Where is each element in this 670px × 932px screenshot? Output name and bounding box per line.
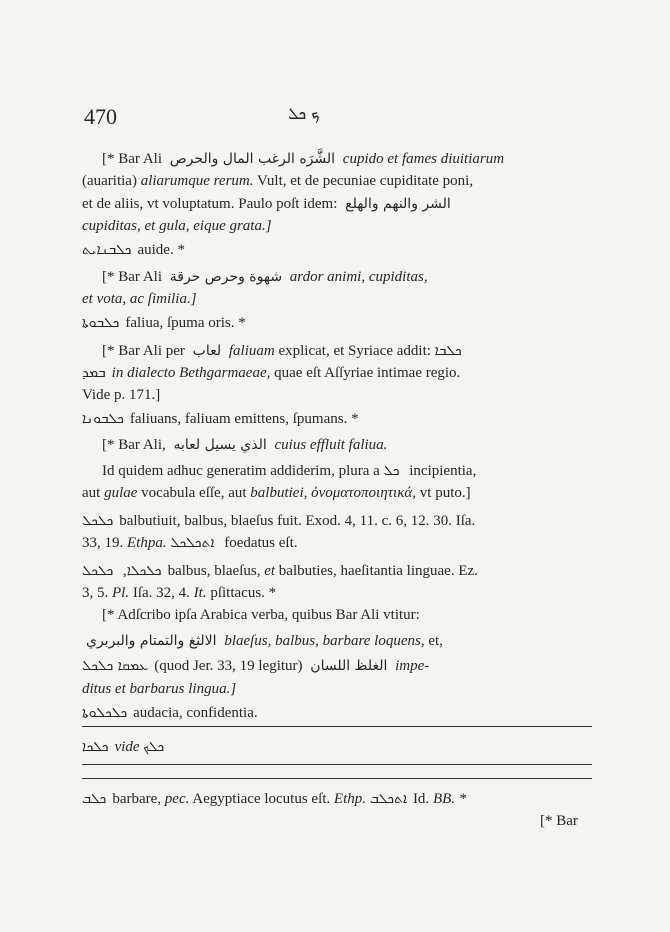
entry-headword: ܟܠܟܐ vide ܟܠܟ xyxy=(82,739,165,755)
line: الالثغ والتمتام والبربري blaeſus, balbus, barbare loquens, et, xyxy=(86,633,443,649)
line: (auaritia) aliarumque rerum. Vult, et de pecuniae cupiditate poni, xyxy=(82,173,474,189)
line: ditus et barbarus lingua.] xyxy=(82,681,237,697)
line: 3, 5. Pl. Iſa. 32, 4. It. pſittacus. * xyxy=(82,585,277,601)
entry-headword: ܟܠܟܠܘܬܐ audacia, confidentia. xyxy=(82,705,258,721)
page-number: 470 xyxy=(84,104,117,129)
entry-headword: ܟܠܒܢܐܝܬ auide. * xyxy=(82,242,185,258)
divider xyxy=(82,764,592,765)
line: [* Bar Ali, الذي يسيل لعابه cuius effluit faliua. xyxy=(102,437,388,453)
entry-headword: ܟܠܒܘܬܐ faliua, ſpuma oris. * xyxy=(82,315,246,331)
line: [* Bar Ali per لعاب faliuam explicat, et Syriace addit: ܟܠܒܐ xyxy=(102,343,462,359)
line: Vide p. 171.] xyxy=(82,387,161,403)
entry-headword: ܟܠܟܠܐ, ܟܠܟܠ balbus, blaeſus, et balbuties, haeſitantia linguae. Ez. xyxy=(82,563,478,579)
entry-headword: ܟܠܒ barbare, pec. Aegyptiace locutus eſt. Ethp. ܐܬܟܠܒ Id. BB. * xyxy=(82,791,467,807)
running-head: ܟ ܟܠ xyxy=(288,104,320,123)
line: 33, 19. Ethpa. ܐܬܟܠܟܠ foedatus eſt. xyxy=(82,535,298,551)
line: Id quidem adhuc generatim addiderim, plura a ܟܠ incipientia, xyxy=(102,463,477,479)
line: ܥܡܩܐ ܟܠܟܠ (quod Jer. 33, 19 legitur) الغلظ اللسان impe- xyxy=(82,658,430,674)
line: et vota, ac ſimilia.] xyxy=(82,291,197,307)
catchword: [* Bar xyxy=(540,813,578,829)
line: [* Bar Ali شهوة وحرص حرقة ardor animi, cupiditas, xyxy=(102,269,428,285)
divider xyxy=(82,726,592,727)
line: cupiditas, et gula, eique grata.] xyxy=(82,218,272,234)
line: [* Bar Ali الشَّرَه الرغب المال والحرص cupido et fames diuitiarum xyxy=(102,151,505,167)
line: aut gulae vocabula eſſe, aut balbutiei, ὀνοματοποιητικά, vt puto.] xyxy=(82,485,471,501)
entry-headword: ܟܠܒܘܢܐ faliuans, faliuam emittens, ſpumans. * xyxy=(82,411,359,427)
line: et de aliis, vt voluptatum. Paulo poſt idem: الشر والنهم والهلع xyxy=(82,196,451,212)
line: [* Adſcribo ipſa Arabica verba, quibus Bar Ali vtitur: xyxy=(102,607,420,623)
line: ܒܡܕ in dialecto Bethgarmaeae, quae eſt Aſſyriae intimae regio. xyxy=(82,365,461,381)
divider xyxy=(82,778,592,779)
entry-headword: ܟܠܟܠ balbutiuit, balbus, blaeſus fuit. Exod. 4, 11. c. 6, 12. 30. Iſa. xyxy=(82,513,476,529)
